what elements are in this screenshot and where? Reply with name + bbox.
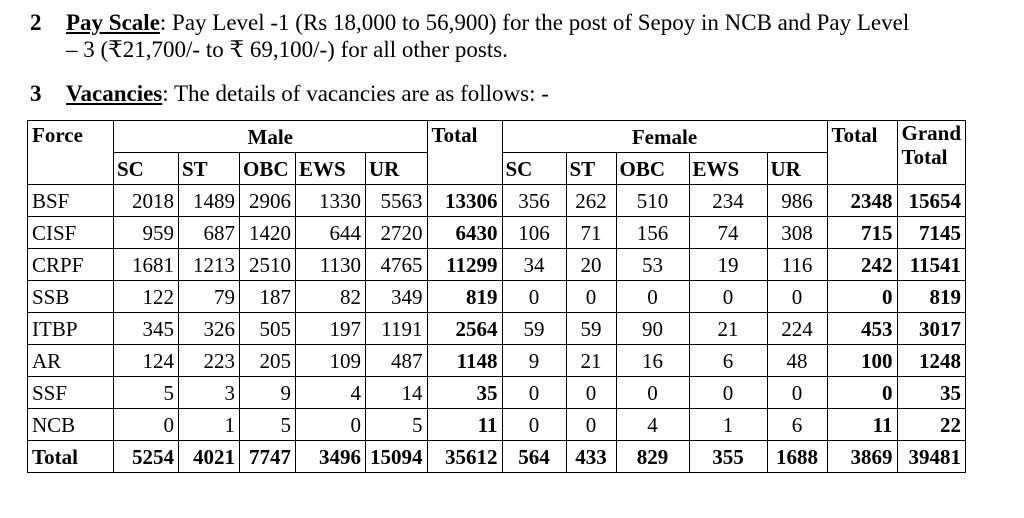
pay-scale-heading: Pay Scale xyxy=(66,10,160,35)
female-total-value: 0 xyxy=(827,377,897,409)
female-total-value: 3869 xyxy=(827,441,897,473)
female-value: 19 xyxy=(689,249,767,281)
force-name: Total xyxy=(28,441,114,473)
grand-total-value: 1248 xyxy=(897,345,966,377)
section-number: 2 xyxy=(30,10,42,35)
male-value: 5254 xyxy=(114,441,179,473)
male-value: 187 xyxy=(240,281,296,313)
male-value: 0 xyxy=(114,409,179,441)
male-value: 4 xyxy=(296,377,366,409)
male-value: 345 xyxy=(114,313,179,345)
force-name: BSF xyxy=(28,185,114,217)
male-category-header: ST xyxy=(179,153,240,185)
female-value: 0 xyxy=(566,281,616,313)
male-value: 1 xyxy=(179,409,240,441)
female-category-header: UR xyxy=(767,153,827,185)
pay-scale-text-line2: – 3 (₹21,700/- to ₹ 69,100/-) for all other posts. xyxy=(66,37,508,62)
table-row xyxy=(28,281,966,313)
grand-total-value: 15654 xyxy=(897,185,966,217)
force-name: AR xyxy=(28,345,114,377)
grand-total-header: Grand Total xyxy=(897,121,966,185)
female-value: 0 xyxy=(616,377,689,409)
male-category-header: EWS xyxy=(296,153,366,185)
female-value: 0 xyxy=(502,377,566,409)
male-value: 2906 xyxy=(240,185,296,217)
male-value: 82 xyxy=(296,281,366,313)
male-total-value: 11 xyxy=(427,409,502,441)
female-value: 355 xyxy=(689,441,767,473)
male-value: 3 xyxy=(179,377,240,409)
grand-total-value: 35 xyxy=(897,377,966,409)
male-value: 5 xyxy=(366,409,428,441)
male-value: 79 xyxy=(179,281,240,313)
female-value: 116 xyxy=(767,249,827,281)
table-row xyxy=(28,345,966,377)
male-total-value: 2564 xyxy=(427,313,502,345)
male-total-value: 11299 xyxy=(427,249,502,281)
female-total-value: 100 xyxy=(827,345,897,377)
table-row xyxy=(28,217,966,249)
female-total-header: Total xyxy=(827,121,897,185)
female-value: 21 xyxy=(566,345,616,377)
female-value: 16 xyxy=(616,345,689,377)
male-value: 1191 xyxy=(366,313,428,345)
vacancies-table xyxy=(27,120,966,473)
male-value: 326 xyxy=(179,313,240,345)
female-value: 90 xyxy=(616,313,689,345)
female-value: 34 xyxy=(502,249,566,281)
male-value: 14 xyxy=(366,377,428,409)
female-category-header: EWS xyxy=(689,153,767,185)
female-value: 53 xyxy=(616,249,689,281)
female-value: 48 xyxy=(767,345,827,377)
female-category-header: OBC xyxy=(616,153,689,185)
male-value: 5 xyxy=(114,377,179,409)
female-total-value: 11 xyxy=(827,409,897,441)
male-total-value: 1148 xyxy=(427,345,502,377)
male-total-value: 35 xyxy=(427,377,502,409)
female-value: 0 xyxy=(689,281,767,313)
female-value: 59 xyxy=(566,313,616,345)
female-value: 0 xyxy=(566,377,616,409)
grand-total-value: 11541 xyxy=(897,249,966,281)
female-value: 9 xyxy=(502,345,566,377)
male-value: 1489 xyxy=(179,185,240,217)
male-value: 122 xyxy=(114,281,179,313)
male-value: 959 xyxy=(114,217,179,249)
male-value: 109 xyxy=(296,345,366,377)
male-total-value: 13306 xyxy=(427,185,502,217)
female-header: Female xyxy=(502,121,827,153)
male-value: 1681 xyxy=(114,249,179,281)
female-category-header: ST xyxy=(566,153,616,185)
male-value: 7747 xyxy=(240,441,296,473)
male-value: 349 xyxy=(366,281,428,313)
table-row xyxy=(28,377,966,409)
male-total-header: Total xyxy=(427,121,502,185)
male-value: 4021 xyxy=(179,441,240,473)
grand-total-value: 22 xyxy=(897,409,966,441)
female-total-value: 715 xyxy=(827,217,897,249)
female-value: 156 xyxy=(616,217,689,249)
male-value: 1420 xyxy=(240,217,296,249)
force-name: NCB xyxy=(28,409,114,441)
female-value: 21 xyxy=(689,313,767,345)
female-value: 564 xyxy=(502,441,566,473)
male-value: 9 xyxy=(240,377,296,409)
section-number: 3 xyxy=(30,81,42,106)
female-value: 106 xyxy=(502,217,566,249)
female-value: 433 xyxy=(566,441,616,473)
male-value: 687 xyxy=(179,217,240,249)
force-name: ITBP xyxy=(28,313,114,345)
female-value: 59 xyxy=(502,313,566,345)
male-category-header: SC xyxy=(114,153,179,185)
male-total-value: 819 xyxy=(427,281,502,313)
grand-total-value: 819 xyxy=(897,281,966,313)
table-row xyxy=(28,185,966,217)
female-value: 0 xyxy=(689,377,767,409)
male-value: 3496 xyxy=(296,441,366,473)
female-total-value: 2348 xyxy=(827,185,897,217)
female-value: 224 xyxy=(767,313,827,345)
female-value: 356 xyxy=(502,185,566,217)
male-value: 2510 xyxy=(240,249,296,281)
female-value: 0 xyxy=(616,281,689,313)
male-value: 205 xyxy=(240,345,296,377)
female-value: 0 xyxy=(767,377,827,409)
vacancies-text: : The details of vacancies are as follows: - xyxy=(162,81,549,106)
grand-total-value: 39481 xyxy=(897,441,966,473)
male-value: 505 xyxy=(240,313,296,345)
vacancies-heading: Vacancies xyxy=(66,81,163,106)
pay-scale-paragraph xyxy=(30,9,1010,63)
female-value: 1 xyxy=(689,409,767,441)
female-value: 0 xyxy=(502,281,566,313)
female-total-value: 0 xyxy=(827,281,897,313)
vacancies-paragraph xyxy=(30,80,1010,107)
male-value: 2720 xyxy=(366,217,428,249)
male-value: 124 xyxy=(114,345,179,377)
male-value: 5 xyxy=(240,409,296,441)
female-value: 0 xyxy=(767,281,827,313)
female-value: 74 xyxy=(689,217,767,249)
female-value: 1688 xyxy=(767,441,827,473)
female-total-value: 242 xyxy=(827,249,897,281)
male-value: 1330 xyxy=(296,185,366,217)
male-value: 4765 xyxy=(366,249,428,281)
table-total-row xyxy=(28,441,966,473)
male-value: 15094 xyxy=(366,441,428,473)
force-name: CRPF xyxy=(28,249,114,281)
force-name: SSF xyxy=(28,377,114,409)
female-value: 262 xyxy=(566,185,616,217)
grand-total-value: 7145 xyxy=(897,217,966,249)
table-row xyxy=(28,409,966,441)
female-category-header: SC xyxy=(502,153,566,185)
male-total-value: 35612 xyxy=(427,441,502,473)
male-value: 0 xyxy=(296,409,366,441)
force-name: CISF xyxy=(28,217,114,249)
female-value: 6 xyxy=(689,345,767,377)
male-value: 5563 xyxy=(366,185,428,217)
male-value: 197 xyxy=(296,313,366,345)
force-name: SSB xyxy=(28,281,114,313)
male-value: 487 xyxy=(366,345,428,377)
force-header: Force xyxy=(28,121,114,185)
male-value: 1130 xyxy=(296,249,366,281)
male-header: Male xyxy=(114,121,428,153)
male-value: 223 xyxy=(179,345,240,377)
table-row xyxy=(28,249,966,281)
female-value: 6 xyxy=(767,409,827,441)
grand-total-value: 3017 xyxy=(897,313,966,345)
male-value: 1213 xyxy=(179,249,240,281)
female-total-value: 453 xyxy=(827,313,897,345)
male-value: 2018 xyxy=(114,185,179,217)
female-value: 4 xyxy=(616,409,689,441)
female-value: 71 xyxy=(566,217,616,249)
pay-scale-text-line1: : Pay Level -1 (Rs 18,000 to 56,900) for the post of Sepoy in NCB and Pay Level xyxy=(159,10,910,35)
female-value: 0 xyxy=(566,409,616,441)
male-total-value: 6430 xyxy=(427,217,502,249)
male-category-header: OBC xyxy=(240,153,296,185)
female-value: 510 xyxy=(616,185,689,217)
female-value: 308 xyxy=(767,217,827,249)
male-value: 644 xyxy=(296,217,366,249)
female-value: 20 xyxy=(566,249,616,281)
male-category-header: UR xyxy=(366,153,428,185)
female-value: 829 xyxy=(616,441,689,473)
female-value: 986 xyxy=(767,185,827,217)
female-value: 234 xyxy=(689,185,767,217)
table-row xyxy=(28,313,966,345)
female-value: 0 xyxy=(502,409,566,441)
